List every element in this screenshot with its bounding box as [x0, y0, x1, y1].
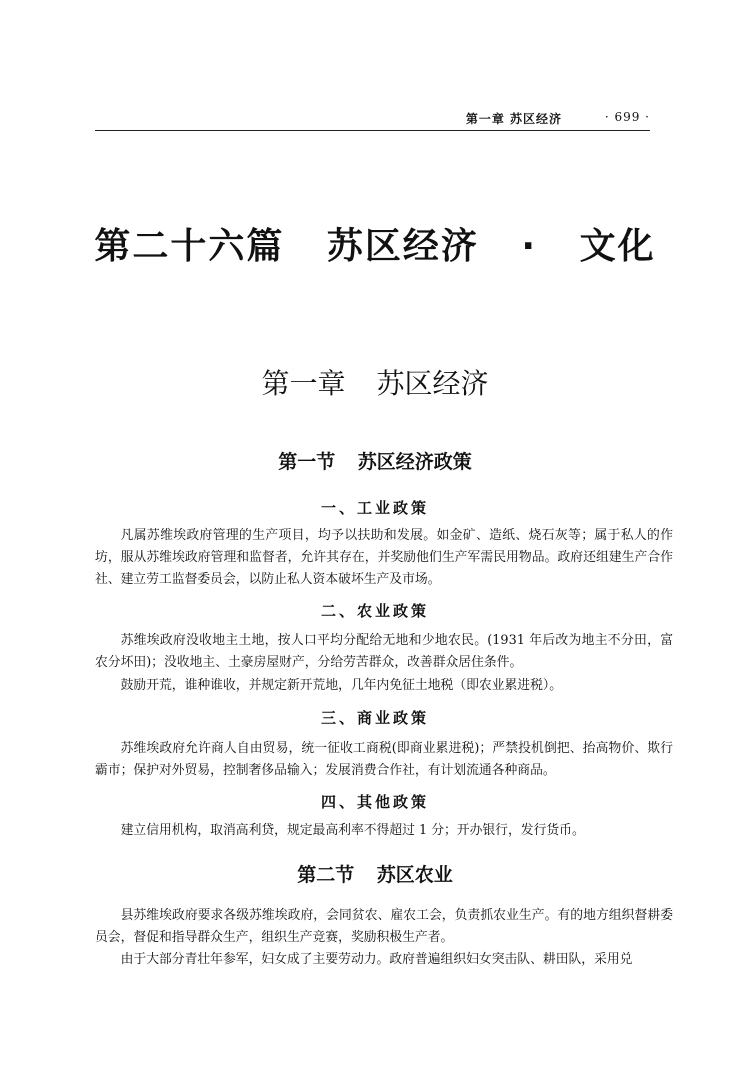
page-number: · 699 · — [604, 110, 650, 124]
paragraph: 凡属苏维埃政府管理的生产项目，均予以扶助和发展。如金矿、造纸、烧石灰等；属于私人的作坊，服从苏维埃政府管理和监督者，允许其存在，并奖励他们生产军需民用物品。政府还组建生产合作社、建立劳工监督委员会，以防止私人资本破坏生产及市场。 — [95, 528, 673, 587]
subsection-title: 二、农业政策 — [320, 602, 429, 620]
paragraph: 建立信用机构，取消高利贷，规定最高利率不得超过 1 分；开办银行，发行货币。 — [120, 823, 585, 838]
subsection-title: 三、商业政策 — [320, 709, 429, 727]
paragraph: 由于大部分青壮年参军，妇女成了主要劳动力。政府普遍组织妇女突击队、耕田队，采用兑 — [120, 952, 633, 967]
part-title: 第二十六篇 苏区经济 · 文化 — [94, 226, 656, 267]
paragraph: 鼓励开荒，谁种谁收，并规定新开荒地，几年内免征土地税（即农业累进税）。 — [120, 678, 563, 693]
paragraph: 苏维埃政府没收地主土地，按人口平均分配给无地和少地农民。(1931 年后改为地主不分田，富农分坏田)；没收地主、土豪房屋财产，分给劳苦群众，改善群众居住条件。 — [95, 633, 673, 670]
header-chapter: 第一章 苏区经济 — [465, 112, 562, 126]
chapter-title: 第一章 苏区经济 — [261, 367, 489, 400]
paragraph: 苏维埃政府允许商人自由贸易，统一征收工商税(即商业累进税)；严禁投机倒把、抬高物价、欺行霸市；保护对外贸易，控制奢侈品输入；发展消费合作社，有计划流通各种商品。 — [95, 741, 673, 778]
subsection-title: 一、工业政策 — [320, 499, 429, 517]
section-title: 第一节 苏区经济政策 — [278, 451, 472, 473]
running-header — [95, 108, 650, 131]
subsection-title: 四、其他政策 — [320, 793, 429, 811]
section-title: 第二节 苏区农业 — [297, 864, 453, 886]
paragraph: 县苏维埃政府要求各级苏维埃政府，会同贫农、雇农工会，负责抓农业生产。有的地方组织督耕委员会，督促和指导群众生产，组织生产竞赛，奖励积极生产者。 — [95, 908, 673, 945]
